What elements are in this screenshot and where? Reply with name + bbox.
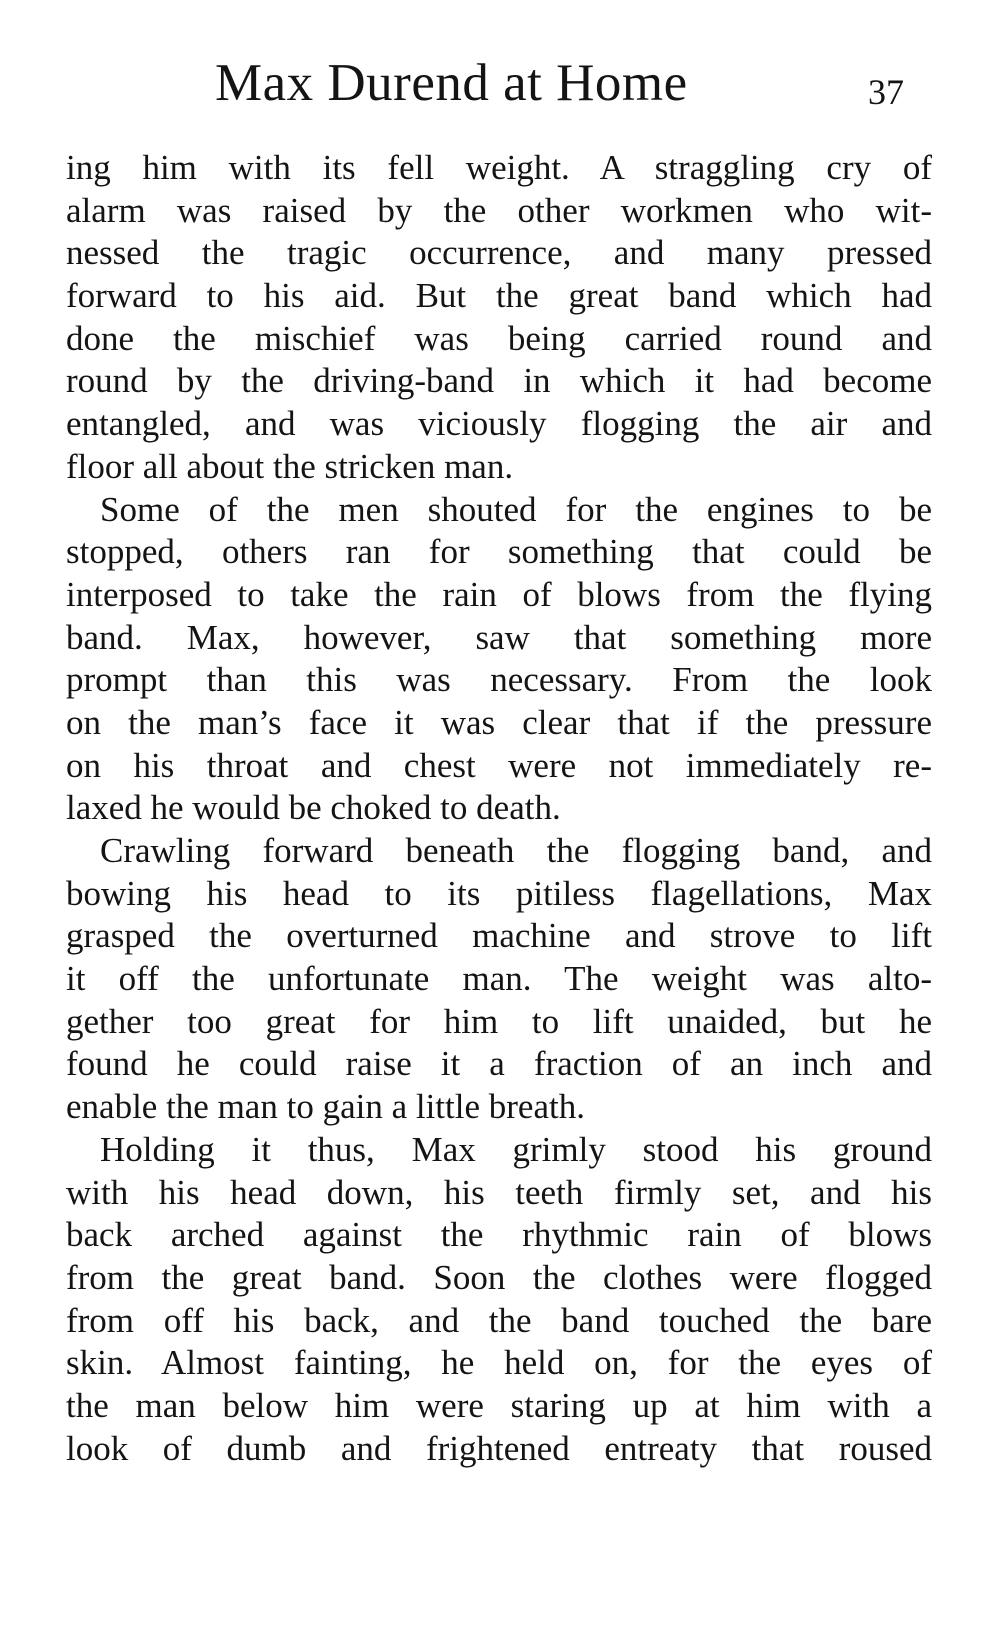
text-line: laxed he would be choked to death. [66,788,561,828]
text-line: forward to his aid. But the great band which had [66,276,932,316]
text-line: nessed the tragic occurrence, and many pressed [66,233,932,273]
text-line: from the great band. Soon the clothes were flogged [66,1257,932,1297]
text-line: stopped, others ran for something that could be [66,532,932,572]
running-title: Max Durend at Home [215,54,688,112]
text-line: skin. Almost fainting, he held on, for the eyes of [66,1343,932,1383]
text-line: done the mischief was being carried round and [66,318,932,358]
body-text [66,147,932,1470]
text-line: look of dumb and frightened entreaty that roused [66,1428,932,1468]
text-line: Holding it thus, Max grimly stood his ground [100,1129,932,1169]
text-line: gether too great for him to lift unaided, but he [66,1001,932,1041]
text-line: bowing his head to its pitiless flagellations, Max [66,873,932,913]
text-line: prompt than this was necessary. From the look [66,660,932,700]
page-number: 37 [868,72,904,112]
text-line: Crawling forward beneath the flogging band, and [100,831,932,870]
text-line: from off his back, and the band touched the bare [66,1300,932,1340]
text-line: grasped the overturned machine and strove to lift [66,916,932,956]
paragraph-4 [66,1129,932,1471]
paragraph-1 [66,147,932,489]
text-line: the man below him were staring up at him with a [66,1385,932,1425]
text-line: found he could raise it a fraction of an inch and [66,1044,932,1084]
text-line: on the man’s face it was clear that if the pressure [66,702,932,742]
text-line: round by the driving-band in which it had become [66,361,932,401]
text-line: with his head down, his teeth firmly set, and his [66,1172,932,1212]
text-line: on his throat and chest were not immediately re- [66,745,932,785]
text-line: floor all about the stricken man. [66,446,514,486]
text-line: interposed to take the rain of blows from the flying [66,574,932,614]
text-line: it off the unfortunate man. The weight was alto- [66,959,932,999]
paragraph-2 [66,489,932,831]
text-line: back arched against the rhythmic rain of blows [66,1215,932,1255]
text-line: entangled, and was viciously flogging the air and [66,404,932,444]
paragraph-3 [66,830,932,1129]
text-line: ing him with its fell weight. A straggling cry of [66,148,932,187]
text-line: band. Max, however, saw that something more [66,617,932,657]
page-header [0,48,1000,118]
text-line: alarm was raised by the other workmen who wit- [66,190,932,230]
text-line: enable the man to gain a little breath. [66,1087,585,1127]
text-line: Some of the men shouted for the engines to be [100,489,932,529]
